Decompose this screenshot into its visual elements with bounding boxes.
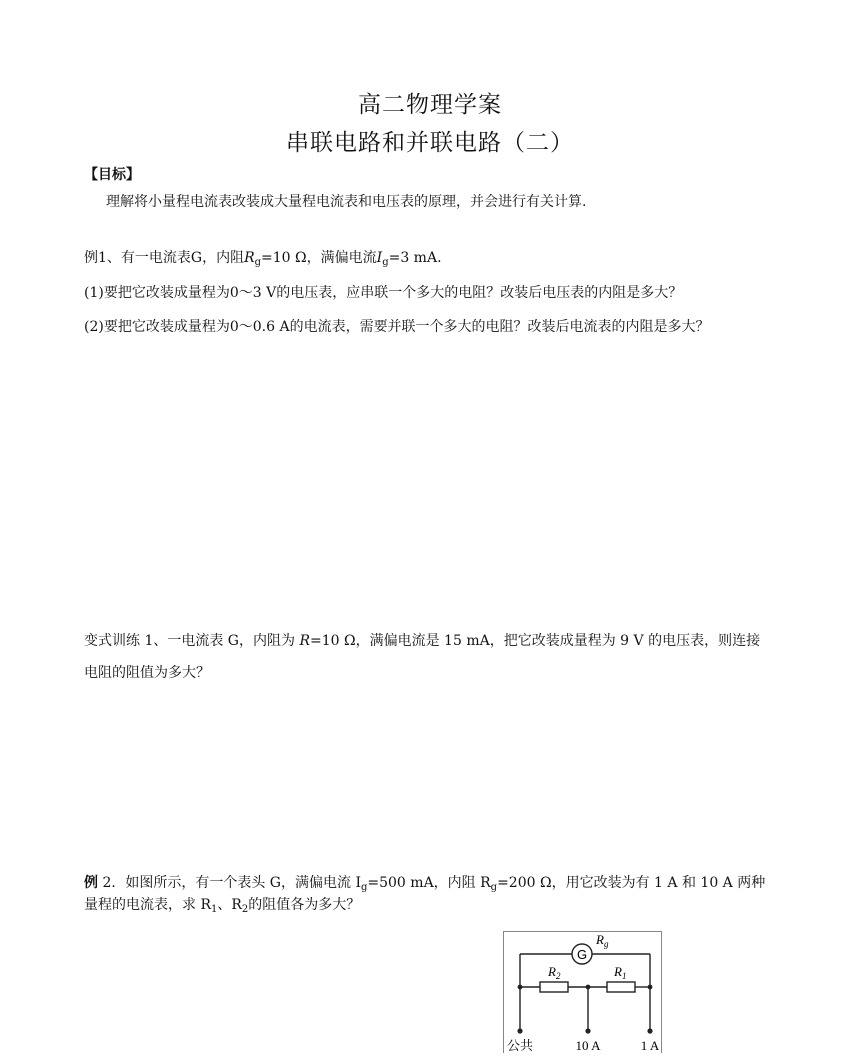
variant1-line1-rest: =10 Ω，满偏电流是 15 mA，把它改装成量程为 9 V 的电压表，则连接 bbox=[310, 633, 761, 649]
example1-r-symbol: R bbox=[244, 250, 255, 266]
example1-stem bbox=[84, 247, 442, 267]
example2-text-a: 2．如图所示，有一个表头 G，满偏电流 I bbox=[98, 875, 361, 891]
r1-symbol: R bbox=[614, 964, 622, 979]
example2-text-d: 量程的电流表，求 R bbox=[84, 897, 211, 913]
example1-question-2: (2)要把它改装成量程为0～0.6 A的电流表，需要并联一个多大的电阻？改装后电流表的内阻是多大？ bbox=[84, 319, 710, 335]
junction-right bbox=[648, 985, 653, 990]
example1-i-value: =3 mA. bbox=[388, 250, 442, 266]
example2-line2 bbox=[84, 894, 360, 914]
variant1-line1 bbox=[84, 630, 760, 650]
terminal-10a-dot bbox=[585, 1028, 590, 1033]
r2-label bbox=[547, 964, 561, 981]
example1-r-sub: g bbox=[254, 257, 262, 268]
terminal-common-dot bbox=[517, 1028, 522, 1033]
variant1-lead: 变式训练 1、一电流表 G，内阻为 bbox=[84, 633, 300, 649]
example2-text-e: 、R bbox=[217, 897, 242, 913]
circuit-diagram bbox=[503, 931, 662, 1053]
rg-symbol: R bbox=[596, 932, 604, 947]
example2-bold-lead: 例 bbox=[84, 875, 98, 891]
variant1-r-symbol: R bbox=[299, 633, 310, 649]
goal-heading: 【目标】 bbox=[84, 167, 140, 183]
goal-text: 理解将小量程电流表改装成大量程电流表和电压表的原理，并会进行有关计算. bbox=[106, 194, 587, 210]
example2-text-f: 的阻值各为多大？ bbox=[248, 897, 361, 913]
example1-r-value: =10 Ω，满偏电流 bbox=[261, 250, 377, 266]
example2-text-c: =200 Ω，用它改装为有 1 A 和 10 A 两种 bbox=[497, 875, 766, 891]
example2-sub-rg: g bbox=[490, 882, 498, 893]
r2-symbol: R bbox=[548, 964, 556, 979]
page-title: 高二物理学案 bbox=[358, 92, 502, 118]
terminal-1a-label: 1 A bbox=[640, 1038, 660, 1053]
example2-sub-r2: 2 bbox=[241, 904, 249, 915]
resistor-r1 bbox=[607, 982, 635, 992]
example1-i-symbol: I bbox=[376, 250, 383, 266]
r1-label bbox=[613, 964, 626, 981]
variant1-line2: 电阻的阻值为多大？ bbox=[84, 665, 210, 681]
example1-i-sub: g bbox=[382, 257, 389, 268]
terminal-10a-label: 10 A bbox=[575, 1038, 601, 1053]
r1-subscript: 1 bbox=[621, 971, 627, 981]
rg-subscript: g bbox=[603, 939, 609, 949]
page-subtitle: 串联电路和并联电路（二） bbox=[286, 130, 574, 156]
galvanometer-label: G bbox=[576, 947, 588, 962]
r2-subscript: 2 bbox=[555, 971, 561, 981]
junction-left bbox=[518, 985, 523, 990]
rg-label bbox=[595, 932, 609, 949]
example2-text-b: =500 mA，内阻 R bbox=[367, 875, 491, 891]
terminal-common-label: 公共 bbox=[506, 1039, 534, 1053]
terminal-1a-dot bbox=[647, 1028, 652, 1033]
example2-sub-r1: 1 bbox=[211, 904, 218, 915]
junction-mid bbox=[586, 985, 591, 990]
resistor-r2 bbox=[540, 982, 568, 992]
example2-sub-ig: g bbox=[360, 882, 368, 893]
example1-question-1: (1)要把它改装成量程为0～3 V的电压表，应串联一个多大的电阻？改装后电压表的内阻是多大？ bbox=[84, 285, 683, 301]
circuit-svg bbox=[504, 932, 661, 1053]
example2-line1 bbox=[84, 872, 765, 892]
example1-lead: 例1、有一电流表G，内阻 bbox=[84, 250, 245, 266]
